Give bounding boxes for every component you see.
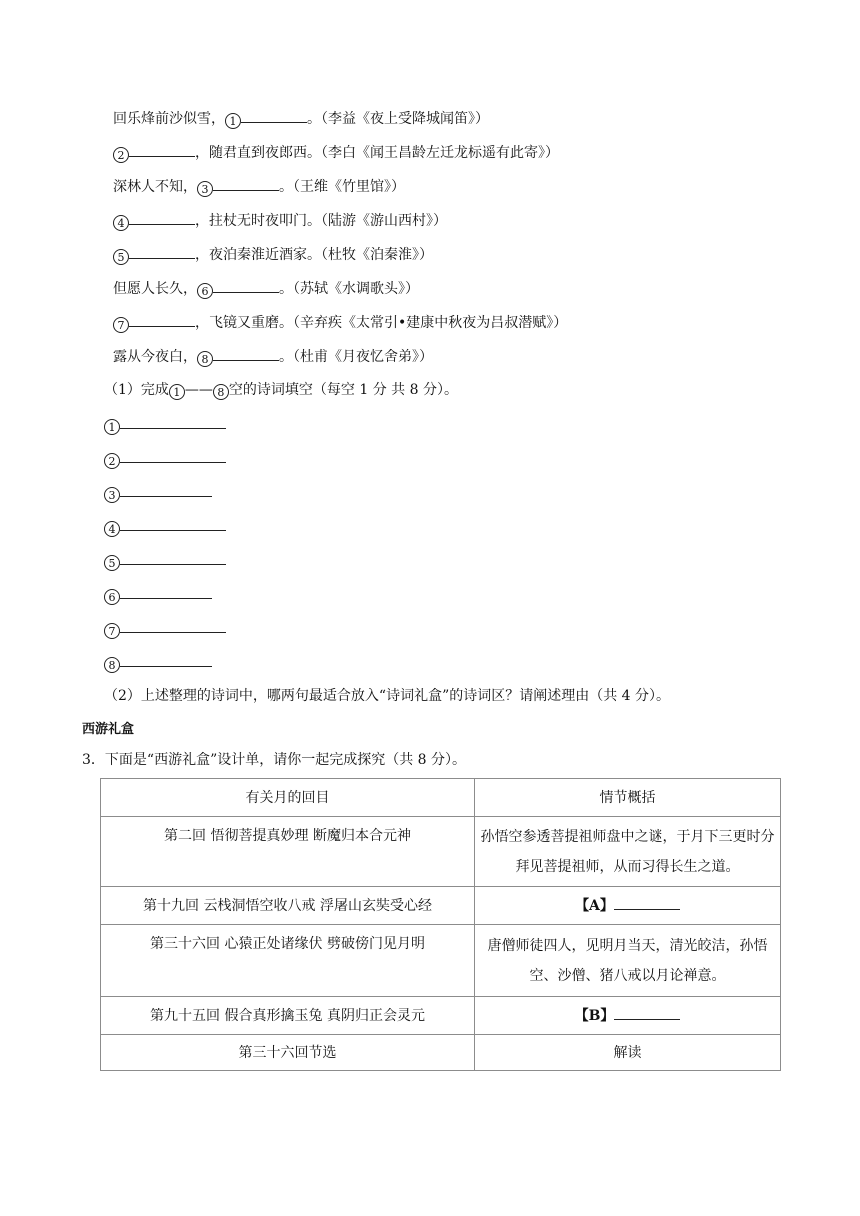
poem-line-3 [113, 176, 405, 197]
chapter-cell: 第二回 悟彻菩提真妙理 断魔归本合元神 [101, 817, 475, 887]
blank-number: 8 [197, 351, 213, 367]
blank-number: 8 [213, 384, 229, 400]
poem-line-7 [113, 312, 567, 333]
answer-blank [213, 346, 279, 361]
answer-blank [213, 278, 279, 293]
table-header-row [101, 779, 781, 817]
blank-number: 4 [113, 215, 129, 231]
poem-line-5 [113, 244, 433, 265]
poem-text: ，夜泊秦淮近酒家。（杜牧《泊秦淮》） [195, 247, 433, 263]
poem-text: 但愿人长久， [113, 281, 197, 297]
answer-line-5 [104, 550, 226, 571]
answer-blank [129, 210, 195, 225]
answer-number: 4 [104, 521, 120, 537]
blank-label-b: 【B】 [574, 1007, 615, 1024]
poem-text: 回乐烽前沙似雪， [113, 111, 225, 127]
table-header: 有关月的回目 [101, 779, 475, 817]
poem-text: 深林人不知， [113, 179, 197, 195]
summary-cell [475, 997, 781, 1035]
answer-field[interactable] [120, 448, 226, 463]
answer-blank [129, 312, 195, 327]
answer-line-2 [104, 448, 226, 469]
answer-blank [129, 244, 195, 259]
poem-line-1 [113, 108, 489, 129]
answer-field[interactable] [120, 482, 212, 497]
answer-number: 1 [104, 419, 120, 435]
chapter-cell: 第三十六回 心猿正处诸缘伏 劈破傍门见月明 [101, 925, 475, 997]
summary-cell: 孙悟空参透菩提祖师盘中之谜，于月下三更时分拜见菩提祖师，从而习得长生之道。 [475, 817, 781, 887]
answer-line-6 [104, 584, 212, 605]
summary-cell [475, 887, 781, 925]
table-footer-row [101, 1035, 781, 1071]
table-header: 情节概括 [475, 779, 781, 817]
poem-text: 露从今夜白， [113, 349, 197, 365]
answer-line-3 [104, 482, 212, 503]
poem-text: 。（李益《夜上受降城闻笛》） [307, 111, 489, 127]
question-1 [104, 380, 458, 400]
answer-field[interactable] [120, 652, 212, 667]
blank-number: 1 [169, 384, 185, 400]
chapter-cell: 第十九回 云栈洞悟空收八戒 浮屠山玄奘受心经 [101, 887, 475, 925]
blank-label-a: 【A】 [575, 897, 614, 914]
poem-text: 。（杜甫《月夜忆舍弟》） [279, 349, 433, 365]
question-3: 3．下面是“西游礼盒”设计单，请你一起完成探究（共 8 分）。 [82, 752, 467, 768]
blank-number: 2 [113, 147, 129, 163]
answer-number: 7 [104, 623, 120, 639]
answer-blank [241, 108, 307, 123]
table-row [101, 925, 781, 997]
section-title: 西游礼盒 [82, 722, 135, 737]
answer-number: 5 [104, 555, 120, 571]
chapter-cell: 第九十五回 假合真形擒玉兔 真阴归正会灵元 [101, 997, 475, 1035]
blank-number: 5 [113, 249, 129, 265]
interpretation-cell: 解读 [475, 1035, 781, 1071]
poem-line-8 [113, 346, 433, 367]
answer-number: 3 [104, 487, 120, 503]
blank-number: 3 [197, 181, 213, 197]
answer-line-4 [104, 516, 226, 537]
blank-number: 6 [197, 283, 213, 299]
poem-line-2 [113, 142, 559, 163]
answer-number: 2 [104, 453, 120, 469]
table-row [101, 817, 781, 887]
question-2: （2）上述整理的诗词中，哪两句最适合放入“诗词礼盒”的诗词区？请阐述理由（共 4 分）。 [104, 688, 671, 704]
answer-line-8 [104, 652, 212, 673]
design-table [100, 778, 781, 1071]
poem-text: ，飞镜又重磨。（辛弃疾《太常引•建康中秋夜为吕叔潜赋》） [195, 315, 568, 331]
question-text: （1）完成 [104, 382, 169, 398]
table-row [101, 997, 781, 1035]
answer-blank [129, 142, 195, 157]
poem-line-6 [113, 278, 419, 299]
answer-field[interactable] [120, 550, 226, 565]
poem-text: ，拄杖无时夜叩门。（陆游《游山西村》） [195, 213, 447, 229]
poem-text: ，随君直到夜郎西。（李白《闻王昌龄左迁龙标遥有此寄》） [195, 145, 559, 161]
answer-line-1 [104, 414, 226, 435]
poem-text: 。（王维《竹里馆》） [279, 179, 405, 195]
blank-number: 1 [225, 113, 241, 129]
answer-field[interactable] [120, 618, 226, 633]
answer-blank-b[interactable] [614, 1005, 680, 1020]
blank-number: 7 [113, 317, 129, 333]
answer-number: 8 [104, 657, 120, 673]
answer-line-7 [104, 618, 226, 639]
answer-blank-a[interactable] [614, 895, 680, 910]
question-text: 空的诗词填空（每空 1 分 共 8 分）。 [228, 382, 458, 398]
answer-field[interactable] [120, 584, 212, 599]
question-text: —— [184, 382, 213, 398]
answer-field[interactable] [120, 414, 226, 429]
excerpt-cell: 第三十六回节选 [101, 1035, 475, 1071]
table-row [101, 887, 781, 925]
poem-text: 。（苏轼《水调歌头》） [279, 281, 419, 297]
answer-field[interactable] [120, 516, 226, 531]
answer-blank [213, 176, 279, 191]
summary-cell: 唐僧师徒四人，见明月当天，清光皎洁，孙悟空、沙僧、猪八戒以月论禅意。 [475, 925, 781, 997]
answer-number: 6 [104, 589, 120, 605]
poem-line-4 [113, 210, 447, 231]
